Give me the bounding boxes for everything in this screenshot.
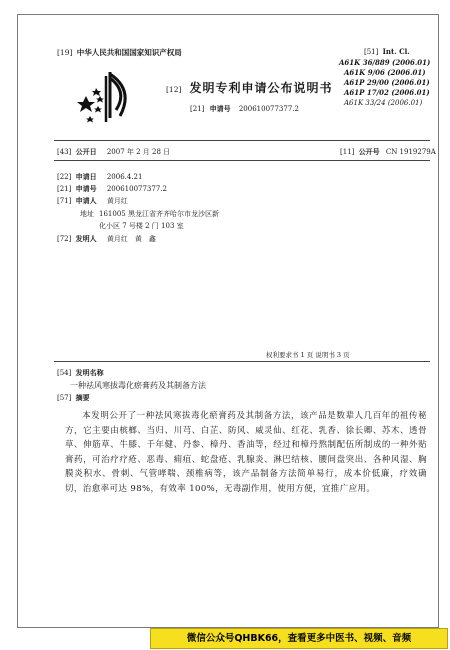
inventors-label: 发明人 xyxy=(75,234,97,243)
applicant-code: [71] xyxy=(57,197,72,205)
pub-no-label: 公开号 xyxy=(358,147,380,156)
pub-date-code: [43] xyxy=(57,148,72,156)
int-cl-code: [51] xyxy=(364,48,379,56)
title-code-line xyxy=(57,368,104,378)
filing-date-value: 2006.4.21 xyxy=(106,173,143,181)
footer-banner-text: 微信公众号QHBK66，查看更多中医书、视频、音频 xyxy=(186,633,412,644)
office-name: 中华人民共和国国家知识产权局 xyxy=(76,48,182,57)
ipc-entry: A61P 29/00 (2006.01) xyxy=(344,78,430,87)
abstract-body xyxy=(65,409,427,496)
app-no-line xyxy=(57,184,167,194)
divider-line xyxy=(54,160,430,161)
header-app-no: 200610077377.2 xyxy=(238,105,299,113)
abstract-code: [57] xyxy=(57,394,72,402)
pub-date-value: 2007 年 2 月 28 日 xyxy=(106,148,171,156)
invention-title: 一种祛风寒拔毒化瘀膏药及其制备方法 xyxy=(70,381,206,390)
divider-line xyxy=(54,361,430,362)
pub-date-line xyxy=(57,147,170,157)
header-app-no-line xyxy=(190,104,299,114)
pub-no-code: [11] xyxy=(340,148,355,156)
title-code: [54] xyxy=(57,369,72,377)
address-label: 地址 xyxy=(80,210,94,218)
header-app-no-code: [21] xyxy=(190,105,205,113)
doc-type-code: [12] xyxy=(166,85,182,94)
address-line-1: 161005 黑龙江省齐齐哈尔市龙沙区新 xyxy=(99,210,219,218)
doc-type-line xyxy=(166,77,333,96)
filing-date-label: 申请日 xyxy=(75,172,97,181)
abstract-label: 摘要 xyxy=(75,393,90,402)
pub-no-value: CN 1919279A xyxy=(385,148,436,156)
header-app-no-label: 申请号 xyxy=(209,104,231,113)
int-cl-heading xyxy=(364,47,410,56)
office-line xyxy=(57,47,182,58)
inventors-code: [72] xyxy=(57,235,72,243)
footer-banner xyxy=(150,628,448,649)
ipc-entry: A61P 17/02 (2006.01) xyxy=(344,88,430,97)
address-line-2: 化小区 7 号楼 2 门 103 室 xyxy=(99,222,184,230)
applicant-line xyxy=(57,196,128,206)
page-counts: 权利要求书 1 页 说明书 3 页 xyxy=(266,351,350,359)
app-no-code: [21] xyxy=(57,185,72,193)
ipc-list xyxy=(339,58,430,108)
sipo-emblem-logo xyxy=(76,70,136,128)
filing-date-code: [22] xyxy=(57,173,72,181)
applicant-label: 申请人 xyxy=(75,196,97,205)
int-cl-label: Int. Cl. xyxy=(382,47,410,56)
app-no-label: 申请号 xyxy=(75,184,97,193)
app-no-value: 200610077377.2 xyxy=(106,185,167,193)
inventors-value: 黄月红 黄 鑫 xyxy=(106,235,156,243)
ipc-entry: A61K 9/06 (2006.01) xyxy=(344,68,426,77)
pub-date-label: 公开日 xyxy=(75,147,97,156)
doc-type-title: 发明专利申请公布说明书 xyxy=(189,81,333,95)
applicant-value: 黄月红 xyxy=(106,197,128,205)
title-label: 发明名称 xyxy=(75,368,104,377)
filing-date-line xyxy=(57,172,142,182)
office-code: [19] xyxy=(57,48,73,57)
divider-line xyxy=(54,140,430,141)
inventors-line xyxy=(57,234,156,244)
ipc-entry: A61K 33/24 (2006.01) xyxy=(344,99,423,107)
ipc-entry: A61K 36/889 (2006.01) xyxy=(339,58,431,67)
pub-no-line xyxy=(340,147,436,157)
abstract-heading xyxy=(57,393,90,403)
abstract-text: 本发明公开了一种祛风寒拔毒化瘀膏药及其制备方法，该产品是数辈人几百年的祖传秘方，它主要由槟榔、当归、川芎、白芷、防风、威灵仙、红花、乳香、徐长卿、苏木、透骨草、伸筋草、牛膝、千年健、丹参、樟丹、香油等，经过和樟丹熬制配伍所制成的一种外贴膏药，可治疗疗疮、恶毒、痈疽、蛇盘疮、乳腺炎、淋巴结核、腰间盘突出、各种风湿、胸膜炎积水、骨刺、气管哮喘、颈椎病等，该产品制备方法简单易行，成本价低廉，疗效确切，治愈率可达 98%，有效率 100%，无毒副作用，使用方便，宜推广应用。 xyxy=(65,411,427,494)
